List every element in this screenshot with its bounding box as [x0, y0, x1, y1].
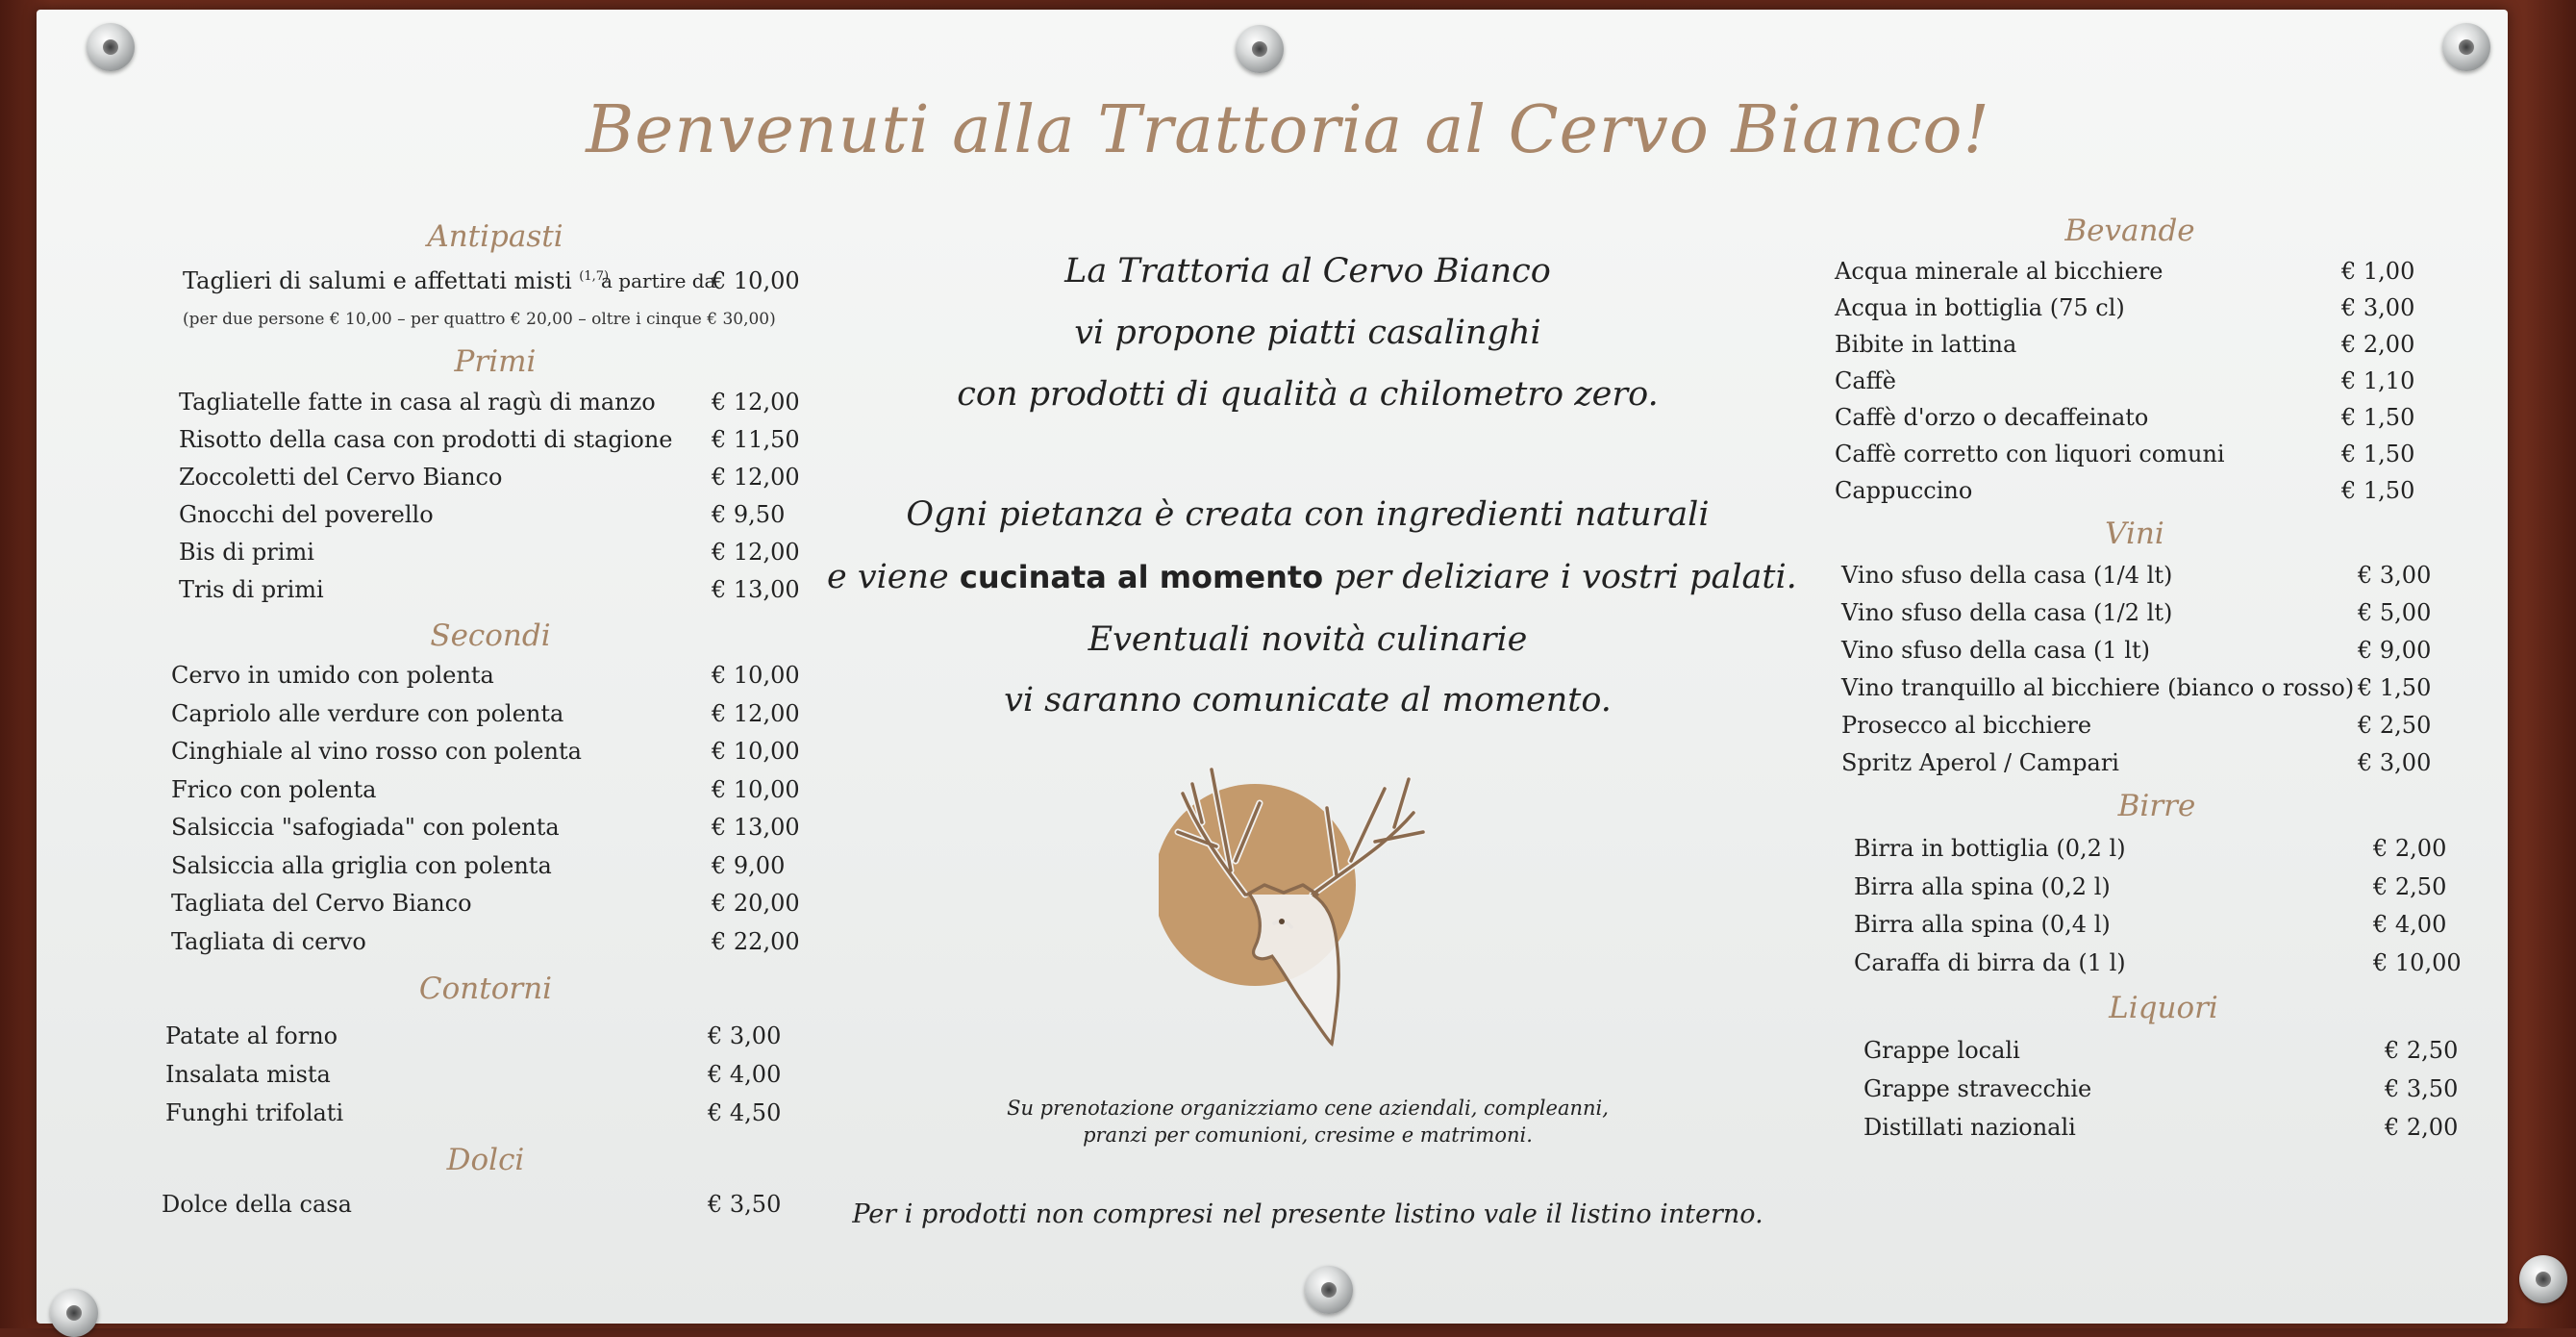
- menu-item-price: € 3,00: [2341, 294, 2415, 321]
- description-line: Eventuali novità culinarie: [1088, 620, 1528, 659]
- menu-item-name: Vino tranquillo al bicchiere (bianco o rosso): [1841, 674, 2355, 701]
- menu-item-name: Tagliatelle fatte in casa al ragù di manzo: [179, 389, 656, 416]
- menu-item-name: Birra alla spina (0,2 l): [1854, 872, 2111, 900]
- menu-item-name: Distillati nazionali: [1863, 1114, 2076, 1141]
- menu-item-price: € 4,00: [2373, 911, 2447, 938]
- antipasti-price: € 10,00: [712, 267, 800, 294]
- menu-item-price: € 11,50: [712, 426, 800, 453]
- menu-item-name: Vino sfuso della casa (1 lt): [1841, 637, 2150, 664]
- stag-logo: [1159, 750, 1476, 1068]
- menu-title: Benvenuti alla Trattoria al Cervo Bianco!: [586, 92, 1990, 168]
- menu-item-name: Caraffa di birra da (1 l): [1854, 948, 2126, 976]
- menu-item-price: € 9,50: [712, 501, 786, 528]
- menu-item-price: € 12,00: [712, 389, 800, 416]
- menu-item-name: Patate al forno: [165, 1022, 338, 1049]
- description-bold: cucinata al momento: [959, 559, 1324, 595]
- menu-item-price: € 12,00: [712, 539, 800, 566]
- menu-item-name: Dolce della casa: [162, 1191, 352, 1218]
- intro-line: con prodotti di qualità a chilometro zero.: [957, 375, 1659, 414]
- menu-item-price: € 4,00: [708, 1061, 782, 1088]
- menu-item-name: Grappe stravecchie: [1863, 1075, 2092, 1102]
- menu-item-price: € 3,50: [2385, 1075, 2459, 1102]
- antipasti-from-label: a partire da: [601, 269, 716, 292]
- screw-icon: [1236, 25, 1284, 73]
- menu-item-price: € 2,00: [2373, 835, 2447, 862]
- menu-item-name: Prosecco al bicchiere: [1841, 712, 2092, 739]
- menu-item-price: € 2,00: [2385, 1114, 2459, 1141]
- description-line: Ogni pietanza è creata con ingredienti naturali: [906, 495, 1710, 534]
- menu-item-price: € 10,00: [2373, 948, 2462, 976]
- item-name: Taglieri di salumi e affettati misti: [183, 267, 572, 294]
- menu-item-name: Salsiccia "safogiada" con polenta: [171, 814, 560, 841]
- menu-item-name: Birra alla spina (0,4 l): [1854, 911, 2111, 938]
- screw-icon: [2442, 23, 2490, 71]
- menu-item-price: € 2,50: [2358, 712, 2432, 739]
- liquori-heading: Liquori: [2109, 991, 2218, 1025]
- menu-item-name: Vino sfuso della casa (1/2 lt): [1841, 599, 2173, 626]
- menu-item-price: € 1,00: [2341, 258, 2415, 285]
- antipasti-item: [183, 267, 609, 294]
- menu-item-name: Zoccoletti del Cervo Bianco: [179, 464, 503, 491]
- menu-item-price: € 2,50: [2373, 872, 2447, 900]
- menu-item-name: Acqua minerale al bicchiere: [1835, 258, 2163, 285]
- menu-item-price: € 1,50: [2341, 477, 2415, 504]
- menu-item-price: € 10,00: [712, 662, 800, 689]
- menu-item-name: Capriolo alle verdure con polenta: [171, 699, 564, 727]
- screw-icon: [1305, 1266, 1353, 1314]
- menu-item-price: € 5,00: [2358, 599, 2432, 626]
- vini-heading: Vini: [2105, 517, 2164, 551]
- menu-item-price: € 12,00: [712, 699, 800, 727]
- contorni-heading: Contorni: [418, 971, 553, 1006]
- menu-item-price: € 3,00: [708, 1022, 782, 1049]
- menu-item-name: Cinghiale al vino rosso con polenta: [171, 738, 582, 765]
- allergen-note: (1,7): [579, 269, 610, 284]
- menu-item-name: Acqua in bottiglia (75 cl): [1835, 294, 2125, 321]
- menu-item-name: Cappuccino: [1835, 477, 1973, 504]
- description-text: per deliziare i vostri palati.: [1323, 558, 1797, 596]
- menu-item-name: Vino sfuso della casa (1/4 lt): [1841, 562, 2173, 589]
- menu-item-price: € 1,50: [2341, 404, 2415, 431]
- events-line: pranzi per comunioni, cresime e matrimoni.: [1083, 1123, 1533, 1147]
- menu-item-name: Gnocchi del poverello: [179, 501, 434, 528]
- menu-item-name: Spritz Aperol / Campari: [1841, 749, 2119, 776]
- menu-item-name: Caffè corretto con liquori comuni: [1835, 441, 2225, 467]
- events-line: Su prenotazione organizziamo cene aziendali, compleanni,: [1007, 1097, 1609, 1120]
- menu-item-name: Risotto della casa con prodotti di stagione: [179, 426, 673, 453]
- menu-item-price: € 1,50: [2341, 441, 2415, 467]
- menu-item-name: Funghi trifolati: [165, 1099, 344, 1126]
- menu-item-price: € 9,00: [2358, 637, 2432, 664]
- menu-item-name: Tagliata di cervo: [171, 927, 366, 955]
- menu-item-price: € 1,50: [2358, 674, 2432, 701]
- menu-item-name: Cervo in umido con polenta: [171, 662, 494, 689]
- menu-item-name: Bis di primi: [179, 539, 314, 566]
- description-line: [827, 558, 1797, 596]
- menu-item-price: € 1,10: [2341, 367, 2415, 394]
- menu-item-price: € 2,00: [2341, 331, 2415, 358]
- birre-heading: Birre: [2117, 789, 2196, 823]
- menu-item-name: Caffè: [1835, 367, 1896, 394]
- menu-item-price: € 3,00: [2358, 562, 2432, 589]
- menu-item-name: Tris di primi: [179, 576, 324, 603]
- secondi-heading: Secondi: [430, 618, 551, 653]
- screw-icon: [2519, 1255, 2567, 1303]
- antipasti-note: (per due persone € 10,00 – per quattro € 20,00 – oltre i cinque € 30,00): [183, 310, 776, 329]
- menu-item-price: € 13,00: [712, 576, 800, 603]
- menu-item-name: Salsiccia alla griglia con polenta: [171, 851, 552, 879]
- antipasti-heading: Antipasti: [427, 219, 563, 254]
- menu-item-price: € 2,50: [2385, 1037, 2459, 1064]
- menu-item-name: Grappe locali: [1863, 1037, 2020, 1064]
- menu-item-price: € 3,00: [2358, 749, 2432, 776]
- menu-item-price: € 10,00: [712, 738, 800, 765]
- menu-item-price: € 13,00: [712, 814, 800, 841]
- dolci-heading: Dolci: [446, 1143, 525, 1177]
- menu-item-name: Frico con polenta: [171, 775, 377, 803]
- screw-icon: [50, 1289, 98, 1337]
- intro-line: La Trattoria al Cervo Bianco: [1064, 252, 1551, 290]
- menu-item-price: € 22,00: [712, 927, 800, 955]
- menu-item-price: € 9,00: [712, 851, 786, 879]
- description-line: vi saranno comunicate al momento.: [1004, 681, 1612, 719]
- menu-item-name: Birra in bottiglia (0,2 l): [1854, 835, 2126, 862]
- menu-item-price: € 10,00: [712, 775, 800, 803]
- screw-icon: [87, 23, 135, 71]
- menu-item-name: Insalata mista: [165, 1061, 331, 1088]
- bevande-heading: Bevande: [2064, 214, 2195, 248]
- menu-item-price: € 12,00: [712, 464, 800, 491]
- menu-item-name: Caffè d'orzo o decaffeinato: [1835, 404, 2149, 431]
- footer-note: Per i prodotti non compresi nel presente listino vale il listino interno.: [852, 1199, 1763, 1229]
- menu-item-name: Bibite in lattina: [1835, 331, 2017, 358]
- menu-item-price: € 20,00: [712, 890, 800, 917]
- menu-item-price: € 3,50: [708, 1191, 782, 1218]
- intro-line: vi propone piatti casalinghi: [1074, 314, 1541, 352]
- primi-heading: Primi: [454, 344, 537, 379]
- menu-item-name: Tagliata del Cervo Bianco: [171, 890, 472, 917]
- menu-item-price: € 4,50: [708, 1099, 782, 1126]
- description-text: e viene: [827, 558, 960, 596]
